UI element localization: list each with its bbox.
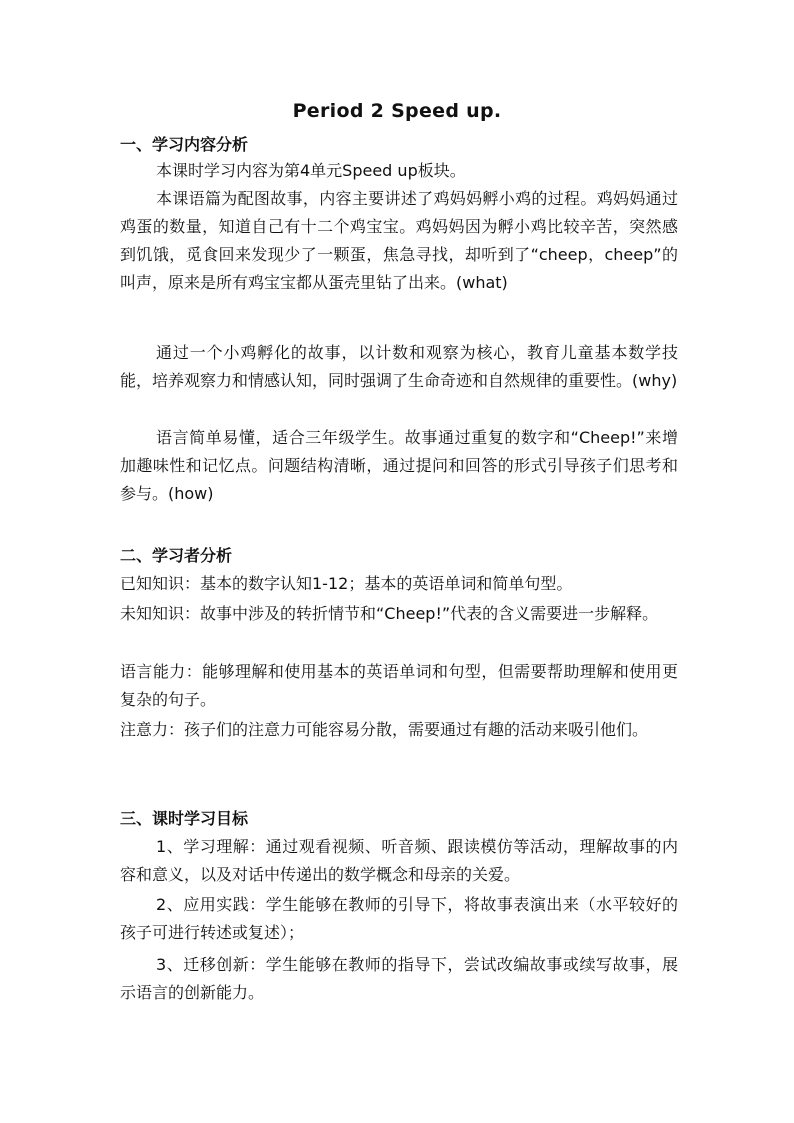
document-title: Period 2 Speed up. (292, 100, 502, 122)
paragraph-unit-intro: 本课时学习内容为第4单元Speed up板块。 (156, 161, 466, 180)
objective-item-3: 3、迁移创新：学生能够在教师的指导下，尝试改编故事或续写故事，展示语言的创新能力。 (120, 955, 678, 1002)
paragraph-attention: 注意力：孩子们的注意力可能容易分散，需要通过有趣的活动来吸引他们。 (120, 720, 649, 739)
paragraph-why: 通过一个小鸡孵化的故事，以计数和观察为核心，教育儿童基本数学技能，培养观察力和情感认知，同时强调了生命奇迹和自然规律的重要性。(why) (120, 343, 678, 390)
paragraph-unknown-knowledge: 未知知识：故事中涉及的转折情节和“Cheep!”代表的含义需要进一步解释。 (120, 604, 659, 623)
objective-item-2: 2、应用实践：学生能够在教师的引导下，将故事表演出来（水平较好的孩子可进行转述或复述）； (120, 895, 678, 942)
objective-item-1: 1、学习理解：通过观看视频、听音频、跟读模仿等活动，理解故事的内容和意义，以及对话中传递出的数学概念和母亲的关爱。 (120, 837, 678, 884)
section-heading-learning-objectives: 三、课时学习目标 (120, 809, 249, 828)
paragraph-what: 本课语篇为配图故事，内容主要讲述了鸡妈妈孵小鸡的过程。鸡妈妈通过鸡蛋的数量，知道自己有十二个鸡宝宝。鸡妈妈因为孵小鸡比较辛苦，突然感到饥饿，觅食回来发现少了一颗蛋，焦急寻找，却听到了“cheep，cheep”的叫声，原来是所有鸡宝宝都从蛋壳里钻了出来。(what) (120, 189, 678, 292)
paragraph-how: 语言简单易懂，适合三年级学生。故事通过重复的数字和“Cheep!”来增加趣味性和记忆点。问题结构清晰，通过提问和回答的形式引导孩子们思考和参与。(how) (120, 428, 678, 503)
paragraph-language-ability: 语言能力：能够理解和使用基本的英语单词和句型，但需要帮助理解和使用更复杂的句子。 (120, 662, 678, 709)
paragraph-known-knowledge: 已知知识：基本的数字认知1-12；基本的英语单词和简单句型。 (120, 574, 573, 593)
section-heading-content-analysis: 一、学习内容分析 (120, 135, 249, 154)
section-heading-learner-analysis: 二、学习者分析 (120, 546, 233, 565)
